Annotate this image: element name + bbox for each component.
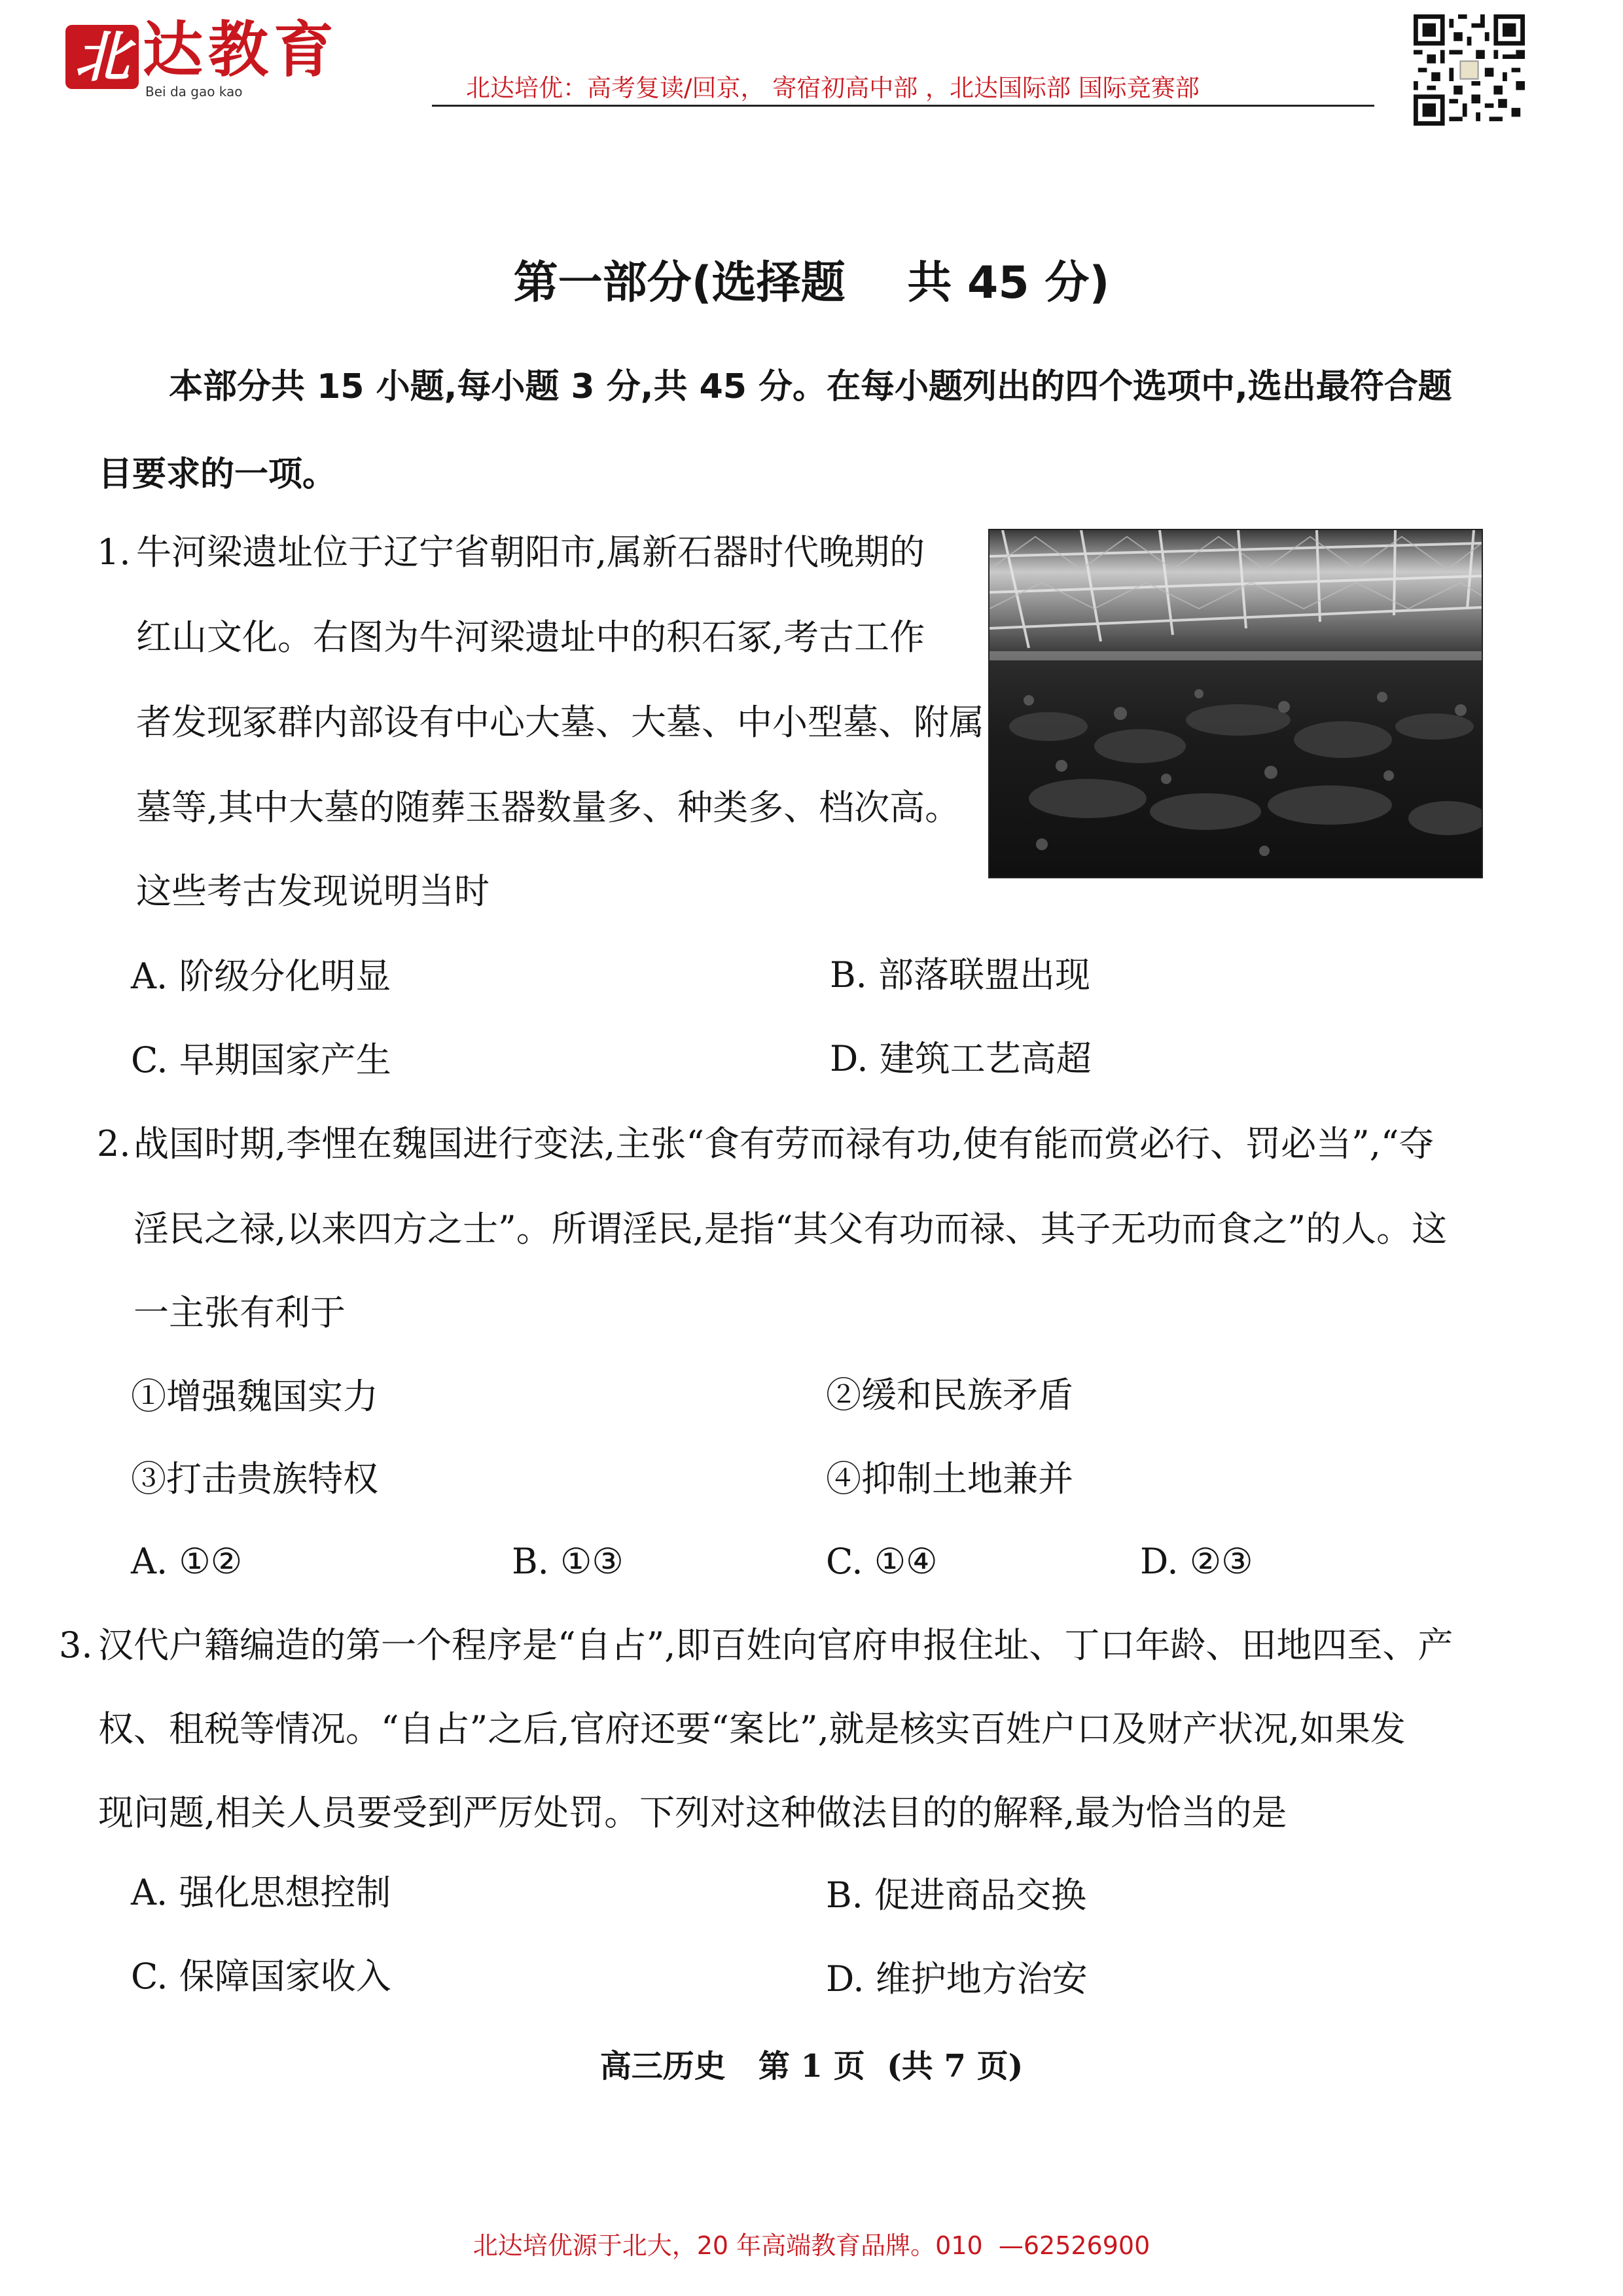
logo — [65, 25, 139, 89]
question-1-line-3: 者发现冢群内部设有中心大墓、大墓、中小型墓、附属 — [136, 702, 984, 743]
question-2-option-c: C. ①④ — [826, 1541, 938, 1582]
question-1-option-c: C. 早期国家产生 — [131, 1039, 391, 1081]
question-2-item-1: ①增强魏国实力 — [131, 1376, 378, 1417]
question-2-item-2: ②缓和民族矛盾 — [826, 1374, 1073, 1416]
question-1-line-2: 红山文化。右图为牛河梁遗址中的积石冢,考古工作 — [136, 617, 925, 658]
question-2-line-1: 战国时期,李悝在魏国进行变法,主张“食有劳而禄有功,使有能而赏必行、罚必当”,“夺 — [134, 1123, 1435, 1164]
archaeological-site-photo — [988, 529, 1483, 878]
section-intro-line-1: 本部分共 15 小题,每小题 3 分,共 45 分。在每小题列出的四个选项中,选出最符合题 — [169, 367, 1452, 406]
question-1-line-5: 这些考古发现说明当时 — [136, 870, 490, 912]
qr-code-icon — [1414, 14, 1525, 126]
question-3-line-2: 权、租税等情况。“自占”之后,官府还要“案比”,就是核实百姓户口及财产状况,如果发 — [98, 1708, 1406, 1749]
question-2-number: 2. — [97, 1123, 131, 1164]
question-3-option-a: A. 强化思想控制 — [131, 1872, 391, 1913]
section-intro-line-2: 目要求的一项。 — [98, 455, 337, 494]
question-1-line-1: 牛河梁遗址位于辽宁省朝阳市,属新石器时代晚期的 — [136, 531, 925, 573]
footer-advertisement: 北达培优源于北大，20 年高端教育品牌。010 —62526900 — [473, 2231, 1150, 2260]
question-3-option-c: C. 保障国家收入 — [131, 1956, 391, 1997]
section-title: 第一部分(选择题 共 45 分) — [513, 257, 1110, 309]
question-3-number: 3. — [59, 1624, 93, 1666]
question-3-line-1: 汉代户籍编造的第一个程序是“自占”,即百姓向官府申报住址、丁口年龄、田地四至、产 — [98, 1624, 1454, 1666]
question-2-item-4: ④抑制土地兼并 — [826, 1458, 1073, 1499]
logo-subtitle: Bei da gao kao — [145, 84, 243, 99]
page-number: 高三历史 第 1 页 (共 7 页) — [599, 2048, 1024, 2085]
question-2-option-b: B. ①③ — [512, 1541, 624, 1582]
question-1-line-4: 墓等,其中大墓的随葬玉器数量多、种类多、档次高。 — [136, 787, 961, 828]
question-1-option-a: A. 阶级分化明显 — [131, 956, 391, 997]
question-3-option-d: D. 维护地方治安 — [826, 1958, 1088, 2000]
question-2-line-3: 一主张有利于 — [134, 1292, 346, 1333]
question-1-option-d: D. 建筑工艺高超 — [830, 1038, 1092, 1079]
question-2-option-d: D. ②③ — [1140, 1541, 1253, 1582]
logo-mark: 北 — [74, 24, 130, 89]
question-2-line-2: 淫民之禄,以来四方之士”。所谓淫民,是指“其父有功而禄、其子无功而食之”的人。这 — [134, 1208, 1448, 1249]
logo-text: 达教育 — [143, 14, 340, 85]
question-3-line-3: 现问题,相关人员要受到严厉处罚。下列对这种做法目的的解释,最为恰当的是 — [98, 1792, 1287, 1833]
header-divider — [432, 105, 1374, 107]
header-slogan: 北达培优：高考复读/回京， 寄宿初高中部 ，北达国际部 国际竞赛部 — [466, 74, 1200, 102]
question-1-option-b: B. 部落联盟出现 — [830, 954, 1091, 996]
question-2-item-3: ③打击贵族特权 — [131, 1458, 378, 1499]
question-1-number: 1. — [97, 531, 131, 573]
question-3-option-b: B. 促进商品交换 — [826, 1874, 1087, 1916]
question-2-option-a: A. ①② — [131, 1541, 243, 1582]
